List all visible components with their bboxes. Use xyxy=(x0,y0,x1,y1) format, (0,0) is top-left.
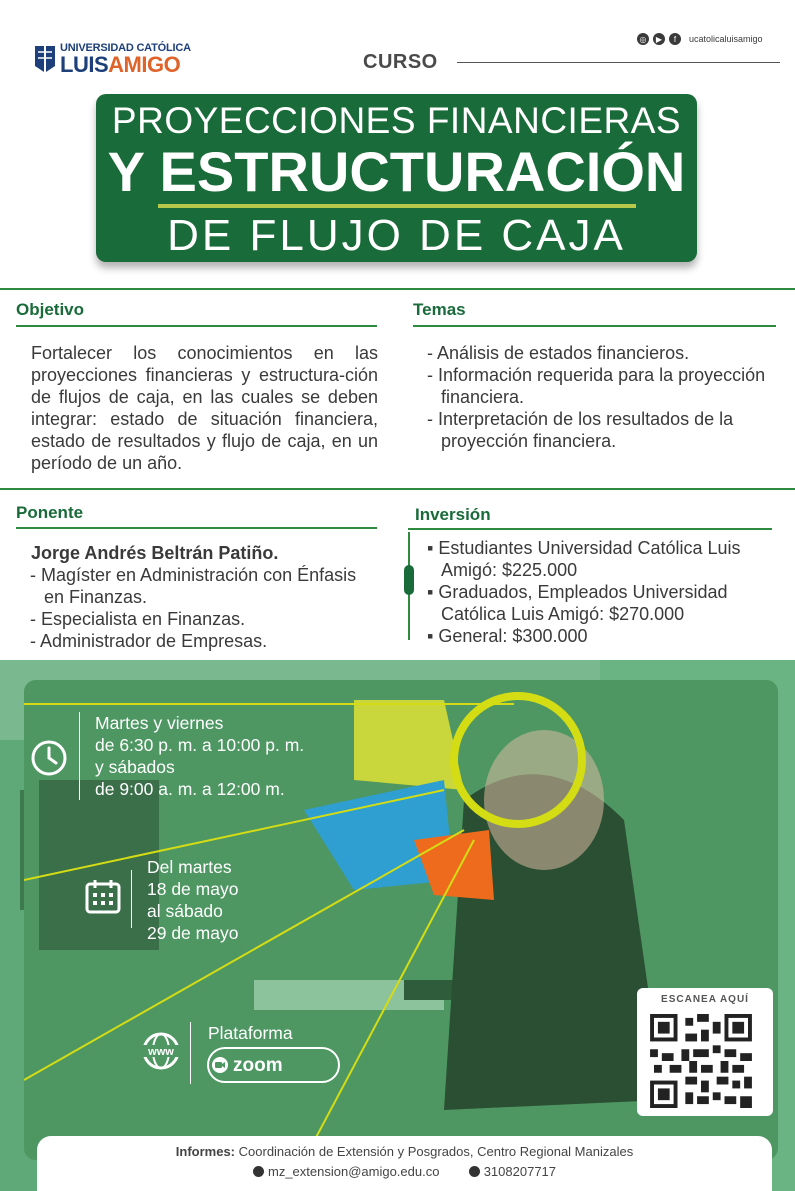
social-handle: ucatolicaluisamigo xyxy=(689,34,763,44)
dates-line: 18 de mayo xyxy=(147,879,239,899)
dates-text xyxy=(147,856,238,944)
ponente-heading: Ponente xyxy=(16,503,84,522)
schedule-line: de 9:00 a. m. a 12:00 m. xyxy=(95,779,285,799)
objetivo-heading: Objetivo xyxy=(16,300,85,319)
dates-divider xyxy=(131,870,132,928)
kicker-divider xyxy=(457,62,780,63)
temas-item: - Interpretación de los resultados de la proyección financiera. xyxy=(427,409,734,451)
logo-top-text: UNIVERSIDAD CATÓLICA xyxy=(60,42,191,54)
dates-line: Del martes xyxy=(147,857,232,877)
schedule-line: y sábados xyxy=(95,757,175,777)
footer-label: Informes: xyxy=(175,1144,236,1159)
inversion-side-marker xyxy=(404,565,414,595)
inversion-item: ▪ General: $300.000 xyxy=(427,626,588,646)
footer-info xyxy=(37,1144,772,1159)
email-icon xyxy=(253,1166,264,1177)
youtube-icon[interactable]: ▶ xyxy=(653,33,665,45)
temas-heading: Temas xyxy=(413,300,466,319)
calendar-icon xyxy=(84,878,122,916)
ponente-block xyxy=(31,542,361,652)
objetivo-underline xyxy=(16,325,377,327)
footer-contacts xyxy=(37,1164,772,1179)
platform-label: Plataforma xyxy=(208,1023,293,1043)
ponente-item: - Especialista en Finanzas. xyxy=(30,609,246,629)
footer-text: Coordinación de Extensión y Posgrados, Centro Regional Manizales xyxy=(238,1144,634,1159)
clock-icon xyxy=(30,739,68,777)
zoom-badge[interactable] xyxy=(207,1047,340,1083)
globe-web-label: www xyxy=(148,1046,174,1058)
objetivo-text: Fortalecer los conocimientos en las proyecciones financieras y estructura-ción de flujos de caja, en las cuales se deben integrar: estado de situación financiera, estado de resultados y flujo de caja, en un período de un año. xyxy=(31,343,378,473)
footer-email[interactable]: mz_extension@amigo.edu.co xyxy=(267,1164,440,1179)
university-logo xyxy=(34,42,194,76)
kicker-label: CURSO xyxy=(363,51,438,73)
globe-web-icon xyxy=(140,1030,182,1072)
inversion-underline xyxy=(408,528,772,530)
logo-mark-icon xyxy=(34,44,56,74)
ponente-item: - Magíster en Administración con Énfasis en Finanzas. xyxy=(30,565,357,607)
platform-divider xyxy=(190,1022,191,1084)
schedule-line: Martes y viernes xyxy=(95,713,224,733)
qr-label: ESCANEA AQUÍ xyxy=(661,994,749,1005)
schedule-divider xyxy=(79,712,80,800)
title-box xyxy=(96,94,697,262)
section-divider-middle xyxy=(0,488,795,490)
title-line-2: Y ESTRUCTURACIÓN xyxy=(107,140,686,203)
ponente-item: - Administrador de Empresas. xyxy=(30,631,268,651)
phone-icon xyxy=(469,1166,480,1177)
temas-list xyxy=(428,342,783,452)
instagram-icon[interactable]: ◎ xyxy=(637,33,649,45)
dates-line: 29 de mayo xyxy=(147,923,239,943)
schedule-text xyxy=(95,712,304,800)
title-line-3: DE FLUJO DE CAJA xyxy=(167,211,626,260)
facebook-icon[interactable]: f xyxy=(669,33,681,45)
title-divider xyxy=(158,204,636,208)
qr-code-icon xyxy=(649,1014,753,1108)
social-links xyxy=(637,33,763,45)
temas-underline xyxy=(413,325,776,327)
ponente-underline xyxy=(16,527,377,529)
temas-item: - Análisis de estados financieros. xyxy=(427,343,690,363)
zoom-name: zoom xyxy=(233,1055,283,1076)
section-divider-top xyxy=(0,288,795,290)
inversion-heading: Inversión xyxy=(415,505,491,524)
inversion-item: ▪ Estudiantes Universidad Católica Luis Amigó: $225.000 xyxy=(427,538,741,580)
qr-panel[interactable] xyxy=(637,988,773,1116)
footer-contact xyxy=(37,1136,772,1191)
temas-item: - Información requerida para la proyección financiera. xyxy=(427,365,766,407)
inversion-item: ▪ Graduados, Empleados Universidad Católica Luis Amigó: $270.000 xyxy=(427,582,728,624)
logo-main-text: LUISAMIGO xyxy=(60,52,181,77)
title-line-1: PROYECCIONES FINANCIERAS xyxy=(111,100,682,141)
ponente-name: Jorge Andrés Beltrán Patiño. xyxy=(31,543,279,563)
dates-line: al sábado xyxy=(147,901,223,921)
inversion-list xyxy=(427,537,757,647)
schedule-line: de 6:30 p. m. a 10:00 p. m. xyxy=(95,735,305,755)
footer-phone[interactable]: 3108207717 xyxy=(483,1164,557,1179)
zoom-camera-icon xyxy=(211,1056,231,1074)
